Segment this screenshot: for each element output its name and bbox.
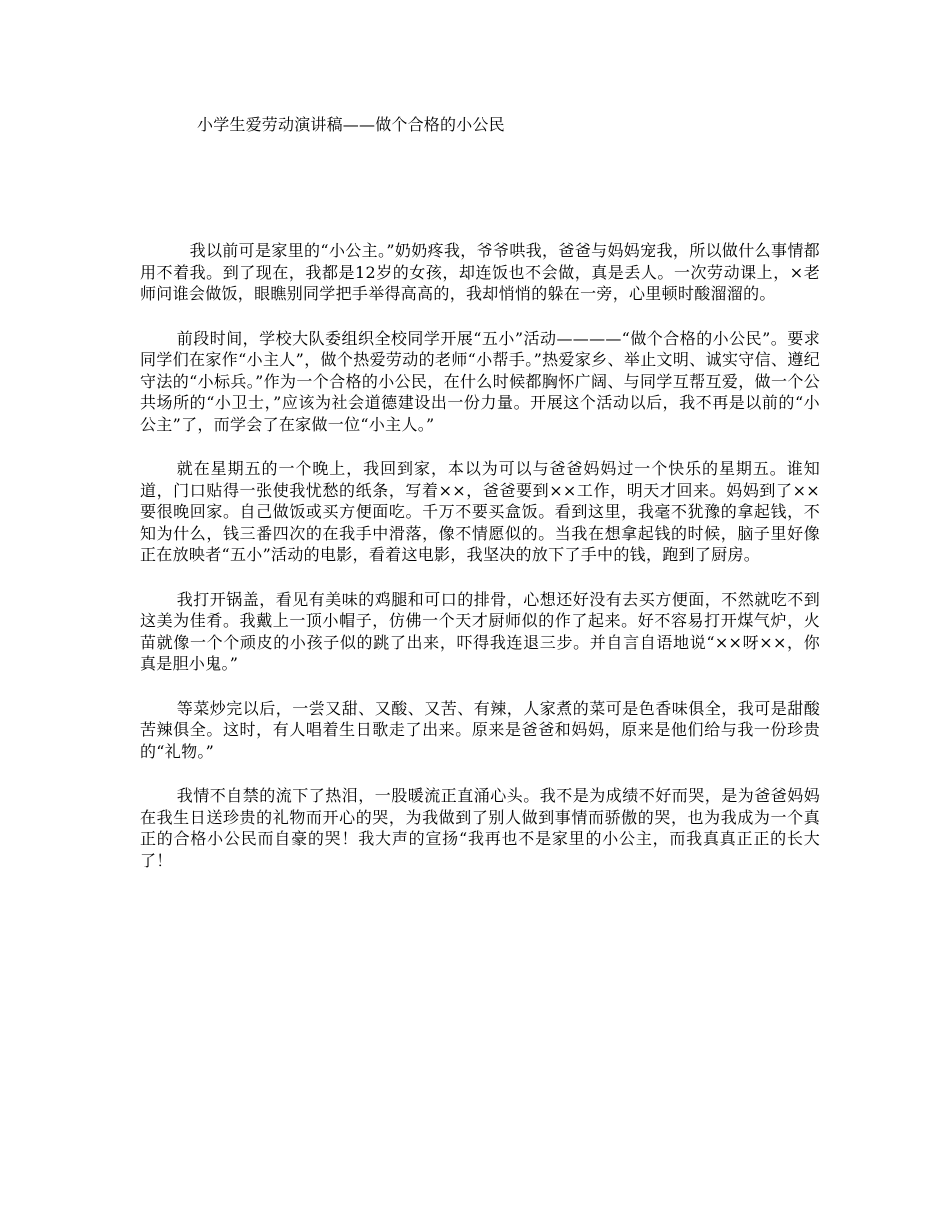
paragraph-1: 我以前可是家里的“小公主。”奶奶疼我，爷爷哄我，爸爸与妈妈宠我，所以做什么事情都用不着我。到了现在，我都是12岁的女孩，却连饭也不会做，真是丢人。一次劳动课上，×老师问谁会做饭，眼瞧别同学把手举得高高的，我却悄悄的躲在一旁，心里顿时酸溜溜的。 [140, 241, 820, 303]
paragraph-4: 我打开锅盖，看见有美味的鸡腿和可口的排骨，心想还好没有去买方便面，不然就吃不到这美为佳肴。我戴上一顶小帽子，仿佛一个天才厨师似的作了起来。好不容易打开煤气炉，火苗就像一个个顽皮的小孩子似的跳了出来，吓得我连退三步。并自言自语地说“××呀××，你真是胆小鬼。” [140, 589, 820, 673]
document-body [140, 240, 820, 894]
paragraph-6: 我情不自禁的流下了热泪，一股暖流正直涌心头。我不是为成绩不好而哭，是为爸爸妈妈在我生日送珍贵的礼物而开心的哭，为我做到了别人做到事情而骄傲的哭，也为我成为一个真正的合格小公民而自豪的哭！我大声的宣扬“我再也不是家里的小公主，而我真真正正的长大了！ [140, 786, 820, 870]
paragraph-3: 就在星期五的一个晚上，我回到家，本以为可以与爸爸妈妈过一个快乐的星期五。谁知道，门口贴得一张使我忧愁的纸条，写着××，爸爸要到××工作，明天才回来。妈妈到了××要很晚回家。自己做饭或买方便面吃。千万不要买盒饭。看到这里，我毫不犹豫的拿起钱，不知为什么，钱三番四次的在我手中滑落，像不情愿似的。当我在想拿起钱的时候，脑子里好像正在放映者“五小”活动的电影，看着这电影，我坚决的放下了手中的钱，跑到了厨房。 [140, 459, 820, 564]
document-title: 小学生爱劳动演讲稿——做个合格的小公民 [197, 115, 505, 134]
paragraph-5: 等菜炒完以后，一尝又甜、又酸、又苦、有辣，人家煮的菜可是色香味俱全，我可是甜酸苦辣俱全。这时，有人唱着生日歌走了出来。原来是爸爸和妈妈，原来是他们给与我一份珍贵的“礼物。” [140, 698, 820, 761]
paragraph-2: 前段时间，学校大队委组织全校同学开展“五小”活动————“做个合格的小公民”。要求同学们在家作“小主人”，做个热爱劳动的老师“小帮手。”热爱家乡、举止文明、诚实守信、遵纪守法的“小标兵。”作为一个合格的小公民，在什么时候都胸怀广阔、与同学互帮互爱，做一个公共场所的“小卫士，”应该为社会道德建设出一份力量。开展这个活动以后，我不再是以前的“小公主”了，而学会了在家做一位“小主人。” [140, 328, 820, 434]
